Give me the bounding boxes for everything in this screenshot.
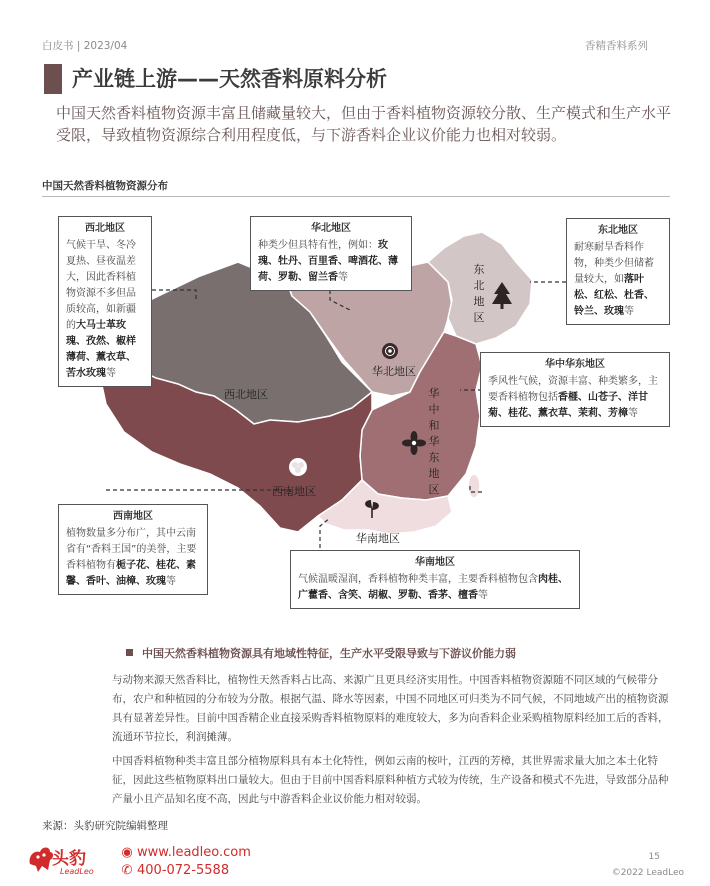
- phone-icon: ✆: [121, 863, 133, 878]
- logo-text: 头豹: [52, 849, 86, 869]
- logo-subtext: LeadLeo: [60, 867, 94, 876]
- region-box-north: [250, 216, 412, 291]
- rose-icon: [382, 343, 398, 359]
- region-tail: 等: [338, 272, 348, 283]
- region-text: 气候干旱、冬冷夏热、昼夜温差大，因此香料植物资源不多但品质较高，如新疆的: [66, 240, 136, 331]
- region-box-northeast: [566, 218, 670, 325]
- summary-heading: 中国天然香料植物资源具有地域性特征，生产水平受限导致与下游议价能力弱: [142, 647, 516, 660]
- region-tail: 等: [166, 576, 176, 587]
- region-text: 种类少但具特有性，例如：: [258, 240, 378, 251]
- map-label-central-east: 华中和华东地区: [428, 387, 440, 496]
- map-label-southwest: 西南地区: [272, 485, 316, 498]
- cotton-flower-icon: [289, 458, 307, 476]
- summary-paragraph-1: 与动物来源天然香料比，植物性天然香料占比高、来源广且更具经济实用性。中国香料植物资源随不同区域的气候带分布，农户和种植园的分布较为分散。根据气温、降水等因素，中国不同地区可归类为不同气候，不同地域产出的植物资源具有显著差异性。目前中国香精企业直接采购香料植物原料的难度较大，多为向香料企业采购植物原料经加工后的香料，流通环节拉长，利润摊薄。: [112, 674, 669, 743]
- report-meta: 白皮书 | 2023/04: [42, 40, 128, 52]
- region-title: 华南地区: [415, 557, 455, 568]
- section-divider: [42, 196, 670, 197]
- region-plants: 落叶松、红松、杜香、铃兰、玫瑰: [574, 274, 654, 317]
- region-text: 季风性气候，资源丰富、种类繁多，主要香料植物包括: [488, 376, 658, 403]
- region-tail: 等: [624, 306, 634, 317]
- section-label: 中国天然香料植物资源分布: [42, 180, 168, 192]
- region-title: 东北地区: [598, 225, 638, 236]
- title-accent-bar: [44, 64, 62, 94]
- region-text: 气候温暖湿润，香料植物种类丰富，主要香料植物包含: [298, 574, 538, 585]
- region-plants: 香榧、山苍子、洋甘菊、桂花、薰衣草、茉莉、芳樟: [488, 392, 648, 419]
- phone-text: 400-072-5588: [137, 863, 230, 878]
- globe-icon: ◉: [121, 845, 133, 860]
- region-box-southwest: [58, 504, 208, 595]
- region-plants: 栀子花、桂花、素馨、香叶、油樟、玫瑰: [66, 560, 196, 587]
- summary-paragraph-2: 中国香料植物种类丰富且部分植物原料具有本土化特性，例如云南的桉叶，江西的芳樟，其世界需求量大加之本土化特征，因此这些植物原料出口量较大。但由于目前中国香料原料种植方式较为传统，生产设备和模式不先进，导致部分品种产量小且产品知名度不高，因此与中游香料企业议价能力相对较弱。: [112, 755, 669, 805]
- source-note: 来源：头豹研究院编辑整理: [42, 820, 168, 832]
- region-title: 西北地区: [85, 223, 125, 234]
- region-box-central-east: [480, 352, 670, 427]
- region-title: 华中华东地区: [545, 359, 605, 370]
- region-plants: 肉桂、广藿香、含笑、胡椒、罗勒、香茅、檀香: [298, 574, 568, 601]
- region-title: 西南地区: [113, 511, 153, 522]
- region-text: 植物数量多分布广，其中云南省有“香料王国”的美誉，主要香料植物有: [66, 528, 197, 571]
- copyright-text: ©2022 LeadLeo: [611, 868, 684, 878]
- region-box-northwest: [58, 216, 152, 387]
- map-label-north: 华北地区: [372, 365, 416, 378]
- region-plants: 大马士革玫瑰、孜然、椒样薄荷、薰衣草、苦水玫瑰: [66, 320, 136, 379]
- website-text: www.leadleo.com: [137, 845, 251, 860]
- website-link[interactable]: [120, 845, 251, 860]
- map-label-northeast: 东北地区: [473, 263, 485, 324]
- region-title: 华北地区: [311, 223, 351, 234]
- bullet-square: [126, 649, 133, 656]
- phone-link[interactable]: [120, 863, 229, 878]
- page-title: 产业链上游——天然香料原料分析: [72, 67, 387, 91]
- region-box-south: [290, 550, 580, 609]
- region-tail: 等: [106, 368, 116, 379]
- region-tail: 等: [478, 590, 488, 601]
- region-tail: 等: [628, 408, 638, 419]
- page-number: 15: [648, 852, 660, 862]
- report-series: 香精香料系列: [585, 40, 648, 52]
- region-plants: 玫瑰、牡丹、百里香、啤酒花、薄荷、罗勒、留兰香: [258, 240, 398, 283]
- map-label-south: 华南地区: [356, 532, 400, 545]
- region-text: 耐寒耐旱香料作物，种类少但储蓄量较大，如: [574, 242, 654, 285]
- map-label-northwest: 西北地区: [224, 388, 268, 401]
- intro-paragraph: 中国天然香料植物资源丰富且储藏量较大，但由于香料植物资源较分散、生产模式和生产水平受限，导致植物资源综合利用程度低，与下游香料企业议价能力也相对较弱。: [56, 104, 672, 144]
